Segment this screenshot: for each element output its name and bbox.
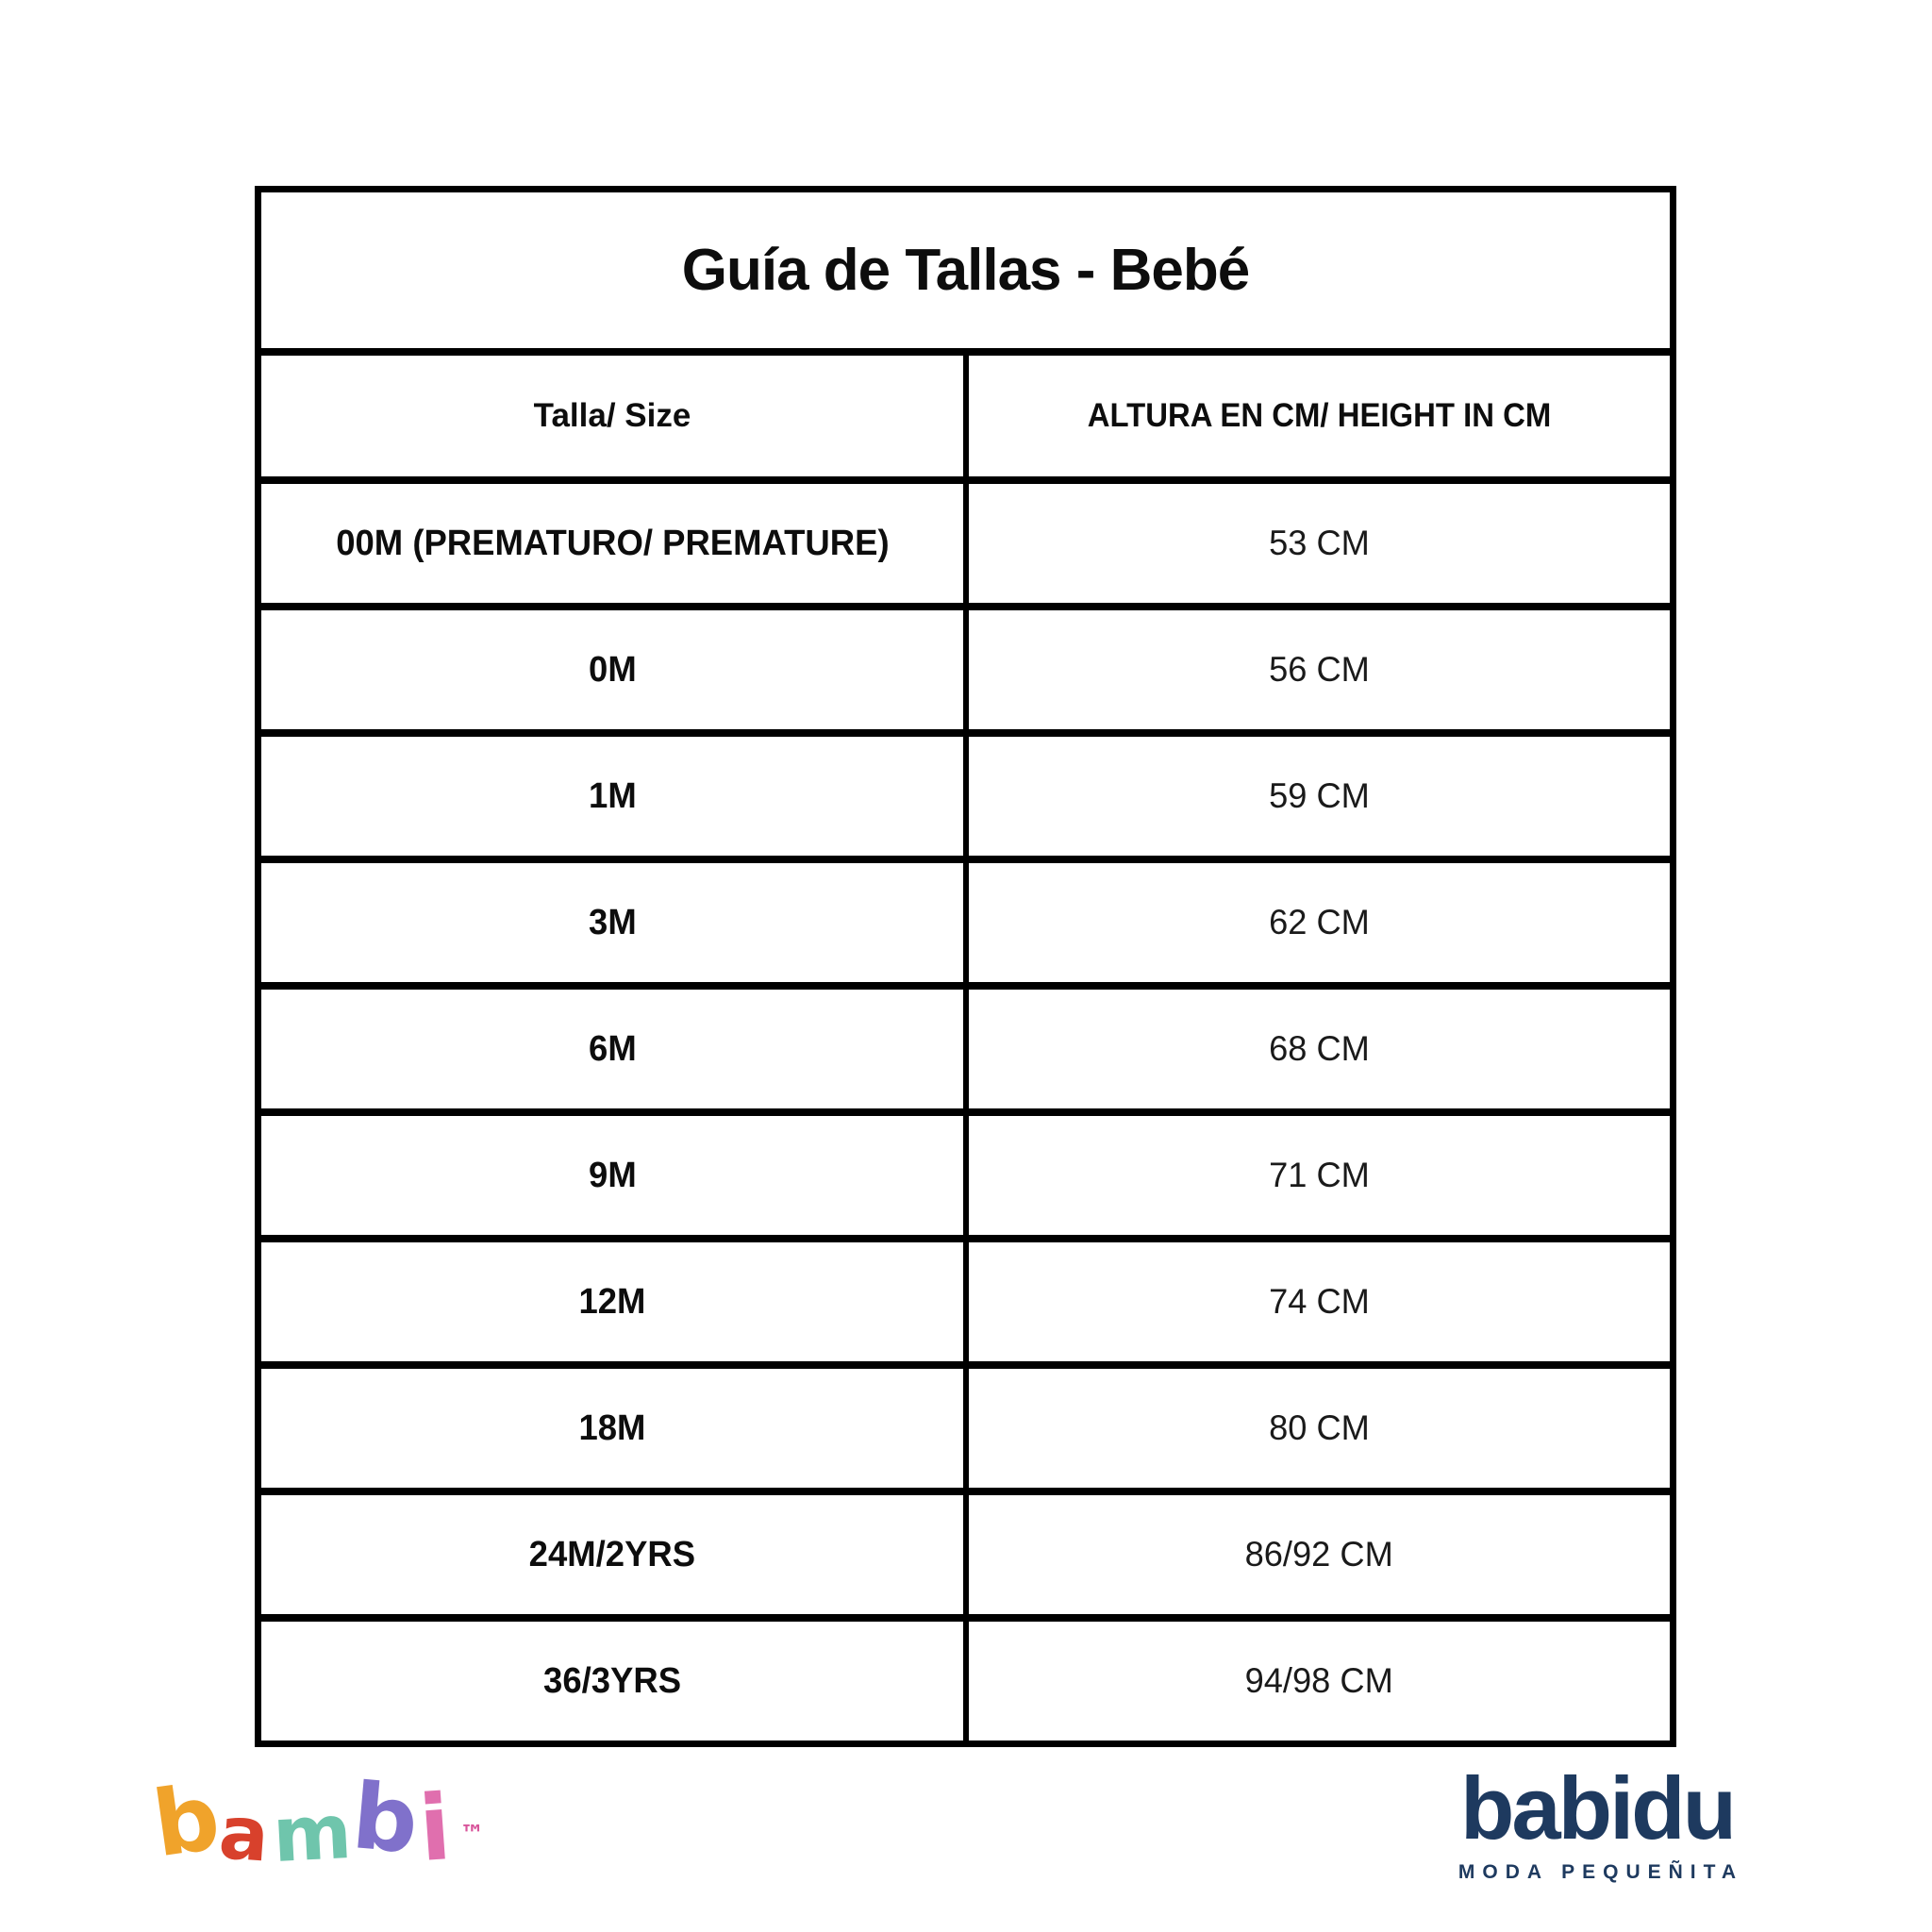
trademark-symbol: ™ <box>459 1821 485 1849</box>
bambi-letter: a <box>215 1790 274 1879</box>
height-cell <box>969 1116 1670 1235</box>
size-value: 0M <box>588 649 637 690</box>
size-cell <box>261 1369 969 1488</box>
table-row <box>261 1369 1670 1495</box>
bambi-letter: i <box>416 1774 457 1883</box>
bambi-letter: b <box>347 1763 425 1874</box>
height-value: 68 CM <box>1269 1029 1370 1068</box>
size-cell <box>261 610 969 729</box>
table-header-row <box>261 356 1670 484</box>
babidu-tagline: MODA PEQUEÑITA <box>1457 1860 1744 1883</box>
header-cell-height <box>969 356 1670 476</box>
height-value: 62 CM <box>1269 903 1370 941</box>
size-value: 1M <box>588 775 637 816</box>
bambi-logo <box>146 1763 485 1896</box>
table-row <box>261 1116 1670 1242</box>
table-row <box>261 990 1670 1116</box>
table-row <box>261 1495 1670 1622</box>
table-row <box>261 1242 1670 1369</box>
size-value: 18M <box>578 1407 646 1448</box>
size-cell <box>261 863 969 982</box>
size-cell <box>261 737 969 856</box>
table-title-row <box>261 192 1670 356</box>
height-cell <box>969 484 1670 603</box>
height-cell <box>969 737 1670 856</box>
height-value: 59 CM <box>1269 776 1370 815</box>
size-cell <box>261 1495 969 1614</box>
height-cell <box>969 1622 1670 1740</box>
table-row <box>261 863 1670 990</box>
height-value: 56 CM <box>1269 650 1370 689</box>
size-cell <box>261 1116 969 1235</box>
size-cell <box>261 484 969 603</box>
size-cell <box>261 1622 969 1740</box>
height-column-header: ALTURA EN CM/ HEIGHT IN CM <box>1087 397 1552 434</box>
babidu-wordmark: babidu <box>1459 1758 1735 1857</box>
height-cell <box>969 1242 1670 1361</box>
table-row <box>261 484 1670 610</box>
height-value: 74 CM <box>1269 1282 1370 1321</box>
height-cell <box>969 1369 1670 1488</box>
table-row <box>261 1622 1670 1740</box>
height-value: 86/92 CM <box>1244 1535 1394 1574</box>
size-value: 00M (PREMATURO/ PREMATURE) <box>335 523 890 563</box>
height-value: 53 CM <box>1269 524 1370 562</box>
bambi-letter: m <box>271 1787 357 1880</box>
height-cell <box>969 990 1670 1108</box>
header-cell-size <box>261 356 969 476</box>
size-cell <box>261 1242 969 1361</box>
table-row <box>261 610 1670 737</box>
size-value: 6M <box>588 1028 637 1069</box>
height-cell <box>969 1495 1670 1614</box>
size-guide-table <box>255 186 1676 1747</box>
height-value: 94/98 CM <box>1244 1661 1394 1700</box>
size-value: 24M/2YRS <box>528 1534 696 1574</box>
size-value: 36/3YRS <box>542 1660 682 1701</box>
height-cell <box>969 610 1670 729</box>
height-cell <box>969 863 1670 982</box>
babidu-logo <box>1441 1758 1753 1884</box>
table-row <box>261 737 1670 863</box>
page-title: Guía de Tallas - Bebé <box>681 238 1250 303</box>
size-column-header: Talla/ Size <box>533 397 691 434</box>
size-value: 9M <box>588 1155 637 1195</box>
height-value: 71 CM <box>1269 1156 1370 1194</box>
height-value: 80 CM <box>1269 1408 1370 1447</box>
size-value: 12M <box>578 1281 646 1322</box>
size-value: 3M <box>588 902 637 942</box>
size-cell <box>261 990 969 1108</box>
bambi-letter: b <box>146 1763 228 1878</box>
